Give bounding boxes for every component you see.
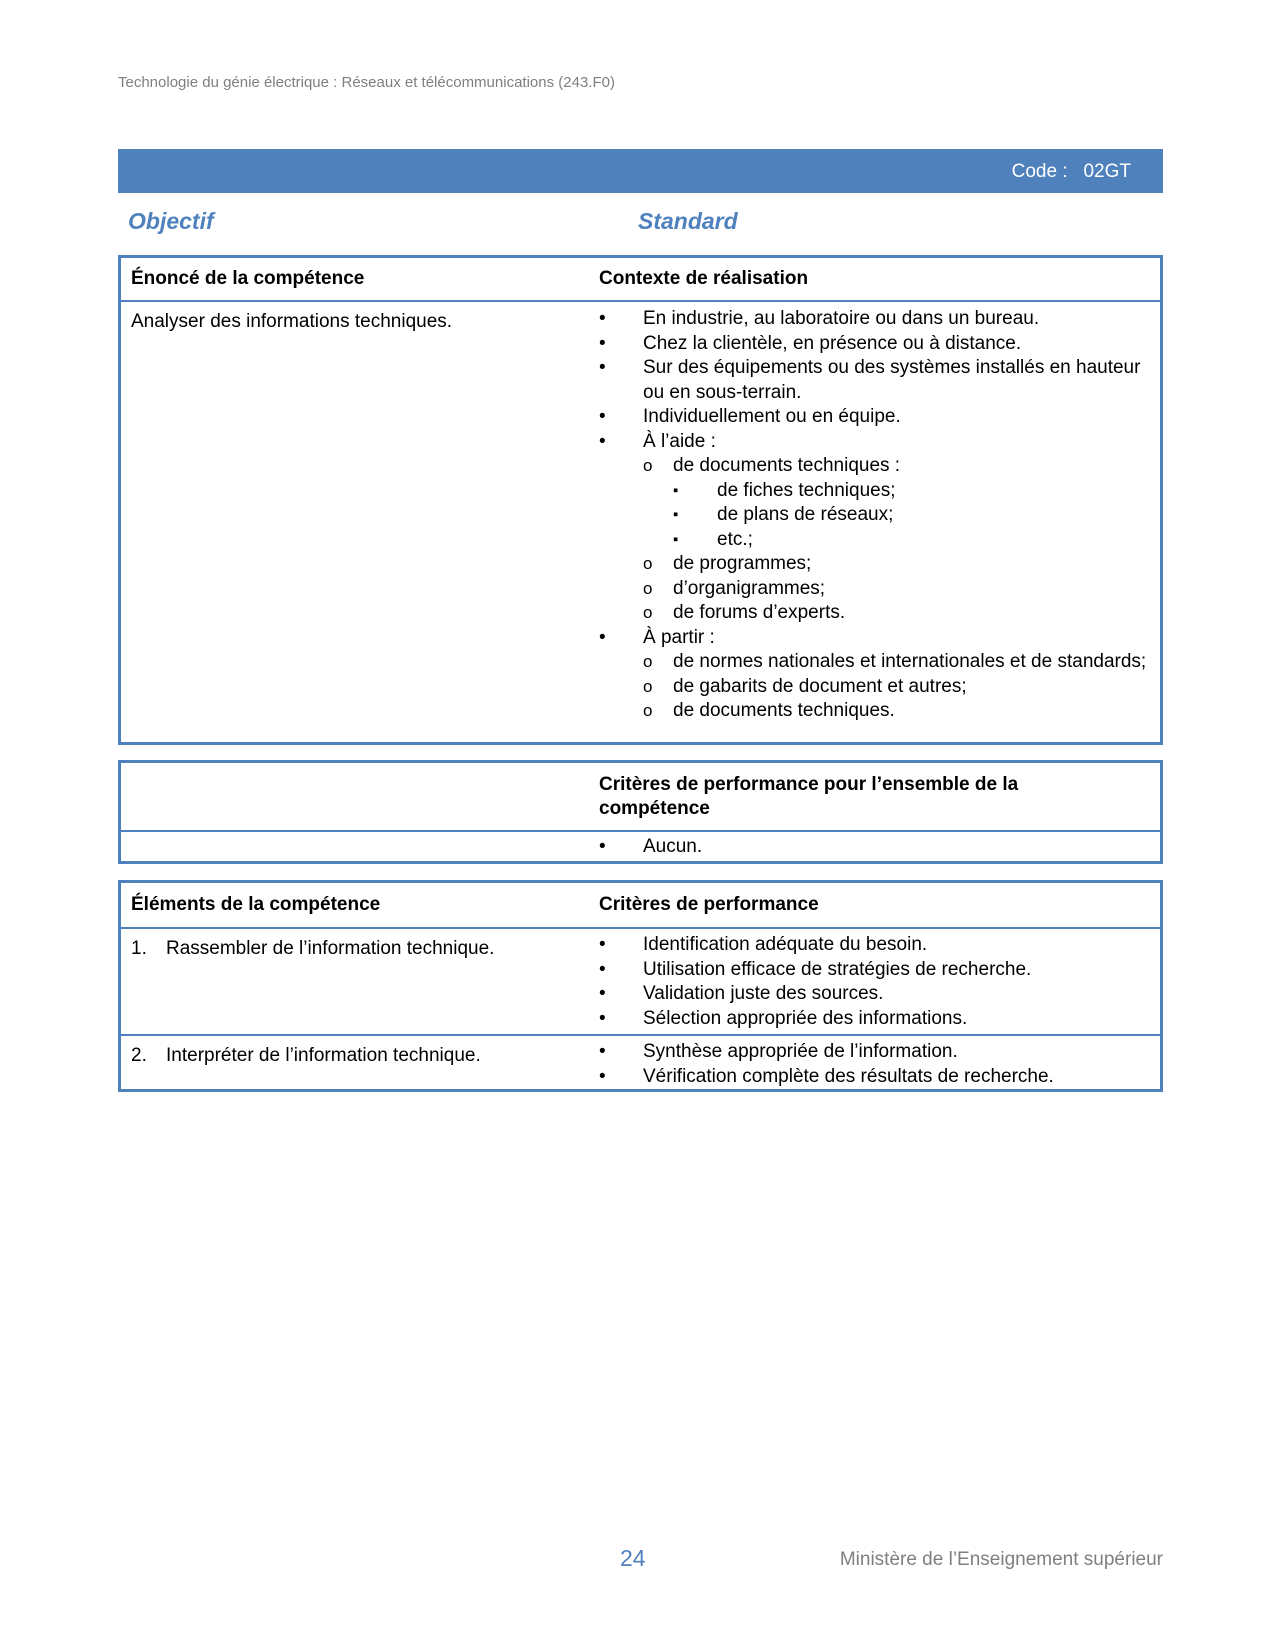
list-item-text: Synthèse appropriée de l’information. — [643, 1041, 958, 1062]
list-item-text: Chez la clientèle, en présence ou à distance. — [643, 332, 1022, 354]
page-number: 24 — [620, 1545, 646, 1571]
sub-list-item — [643, 552, 1148, 577]
sub-list-item-text: de documents techniques : — [673, 455, 901, 476]
list-item-text: Individuellement ou en équipe. — [643, 406, 901, 427]
list-item — [599, 307, 1148, 332]
list-item — [599, 626, 1148, 724]
enonce-text: Analyser des informations techniques. — [131, 311, 453, 332]
footer-ministry: Ministère de l’Enseignement supérieur — [839, 1549, 1163, 1570]
list-item — [599, 1040, 1148, 1065]
sub-list-item-text: de forums d’experts. — [673, 602, 846, 623]
ensemble-list — [599, 835, 1148, 860]
sub-sub-list-item-text: de plans de réseaux; — [717, 504, 894, 525]
competence-table — [118, 255, 1163, 745]
contexte-list-container — [599, 307, 1148, 724]
list-item — [599, 356, 1148, 405]
elements-table — [118, 880, 1163, 1092]
list-item-text: Sélection appropriée des informations. — [643, 1007, 968, 1029]
table-row — [121, 1034, 1160, 1090]
list-item — [599, 835, 1148, 860]
elements-table-header-row — [121, 883, 1160, 927]
criteres-list-container — [599, 1040, 1148, 1089]
criteres-list — [599, 1040, 1148, 1089]
list-item — [599, 958, 1148, 983]
code-label: Code : — [1011, 161, 1068, 182]
contexte-list — [599, 307, 1148, 724]
sub-sub-list-item — [673, 528, 1148, 553]
code-bar — [118, 149, 1163, 193]
sub-sub-list-item — [673, 503, 1148, 528]
list-item-text: À l’aide : — [643, 430, 716, 452]
sub-list-item — [643, 650, 1148, 675]
contexte-header: Contexte de réalisation — [599, 268, 809, 289]
list-item-text: Aucun. — [643, 836, 703, 857]
ensemble-list-container — [599, 835, 1148, 860]
element-1 — [131, 937, 494, 962]
sub-list-item — [643, 454, 1148, 552]
sub-list — [643, 650, 1148, 724]
sub-sub-list-item — [673, 479, 1148, 504]
sub-list-item — [643, 675, 1148, 700]
list-item — [599, 332, 1148, 357]
list-item-text: Vérification complète des résultats de recherche. — [643, 1065, 1054, 1087]
elements-header: Éléments de la compétence — [131, 894, 381, 915]
list-item — [599, 1007, 1148, 1032]
list-item-text: Utilisation efficace de stratégies de recherche. — [643, 958, 1032, 980]
element-number: 1. — [131, 938, 147, 959]
table-row — [121, 927, 1160, 1034]
standard-heading: Standard — [638, 208, 738, 234]
sub-sub-list — [673, 479, 1148, 553]
list-item — [599, 933, 1148, 958]
sub-list-item — [643, 699, 1148, 724]
list-item-text: Validation juste des sources. — [643, 983, 884, 1004]
sub-sub-list-item-text: de fiches techniques; — [717, 479, 896, 501]
list-item-text: En industrie, au laboratoire ou dans un bureau. — [643, 308, 1040, 329]
ensemble-table-header-row — [121, 763, 1160, 830]
code-value: 02GT — [1083, 161, 1131, 182]
competence-table-header-row — [121, 258, 1160, 300]
criteres-list — [599, 933, 1148, 1031]
criteres-list-container — [599, 933, 1148, 1031]
sub-list-item-text: de programmes; — [673, 553, 812, 574]
element-2 — [131, 1044, 481, 1069]
ensemble-table — [118, 760, 1163, 864]
sub-list-item — [643, 601, 1148, 626]
list-item-text: À partir : — [643, 626, 715, 648]
element-number: 2. — [131, 1045, 147, 1066]
list-item — [599, 430, 1148, 626]
ensemble-header: Critères de performance pour l’ensemble de la compétence — [599, 774, 1019, 819]
sub-list — [643, 454, 1148, 626]
course-code — [1012, 161, 1131, 183]
element-text: Rassembler de l’information technique. — [166, 938, 495, 959]
enonce-header: Énoncé de la compétence — [131, 268, 365, 289]
sub-list-item — [643, 577, 1148, 602]
element-text: Interpréter de l’information technique. — [166, 1045, 481, 1066]
criteres-header: Critères de performance — [599, 894, 819, 915]
objectif-heading: Objectif — [128, 208, 214, 234]
ensemble-table-body-row — [121, 830, 1160, 862]
running-header: Technologie du génie électrique : Réseaux et télécommunications (243.F0) — [118, 74, 615, 91]
competence-table-body-row — [121, 300, 1160, 742]
sub-list-item-text: de documents techniques. — [673, 700, 895, 721]
sub-list-item-text: de gabarits de document et autres; — [673, 675, 967, 697]
sub-list-item-text: d’organigrammes; — [673, 577, 826, 599]
list-item-text: Identification adéquate du besoin. — [643, 934, 928, 955]
list-item-text: Sur des équipements ou des systèmes installés en hauteur ou en sous-terrain. — [643, 357, 1141, 403]
list-item — [599, 405, 1148, 430]
list-item — [599, 982, 1148, 1007]
sub-sub-list-item-text: etc.; — [717, 528, 753, 550]
sub-list-item-text: de normes nationales et internationales et de standards; — [673, 651, 1147, 672]
list-item — [599, 1065, 1148, 1090]
